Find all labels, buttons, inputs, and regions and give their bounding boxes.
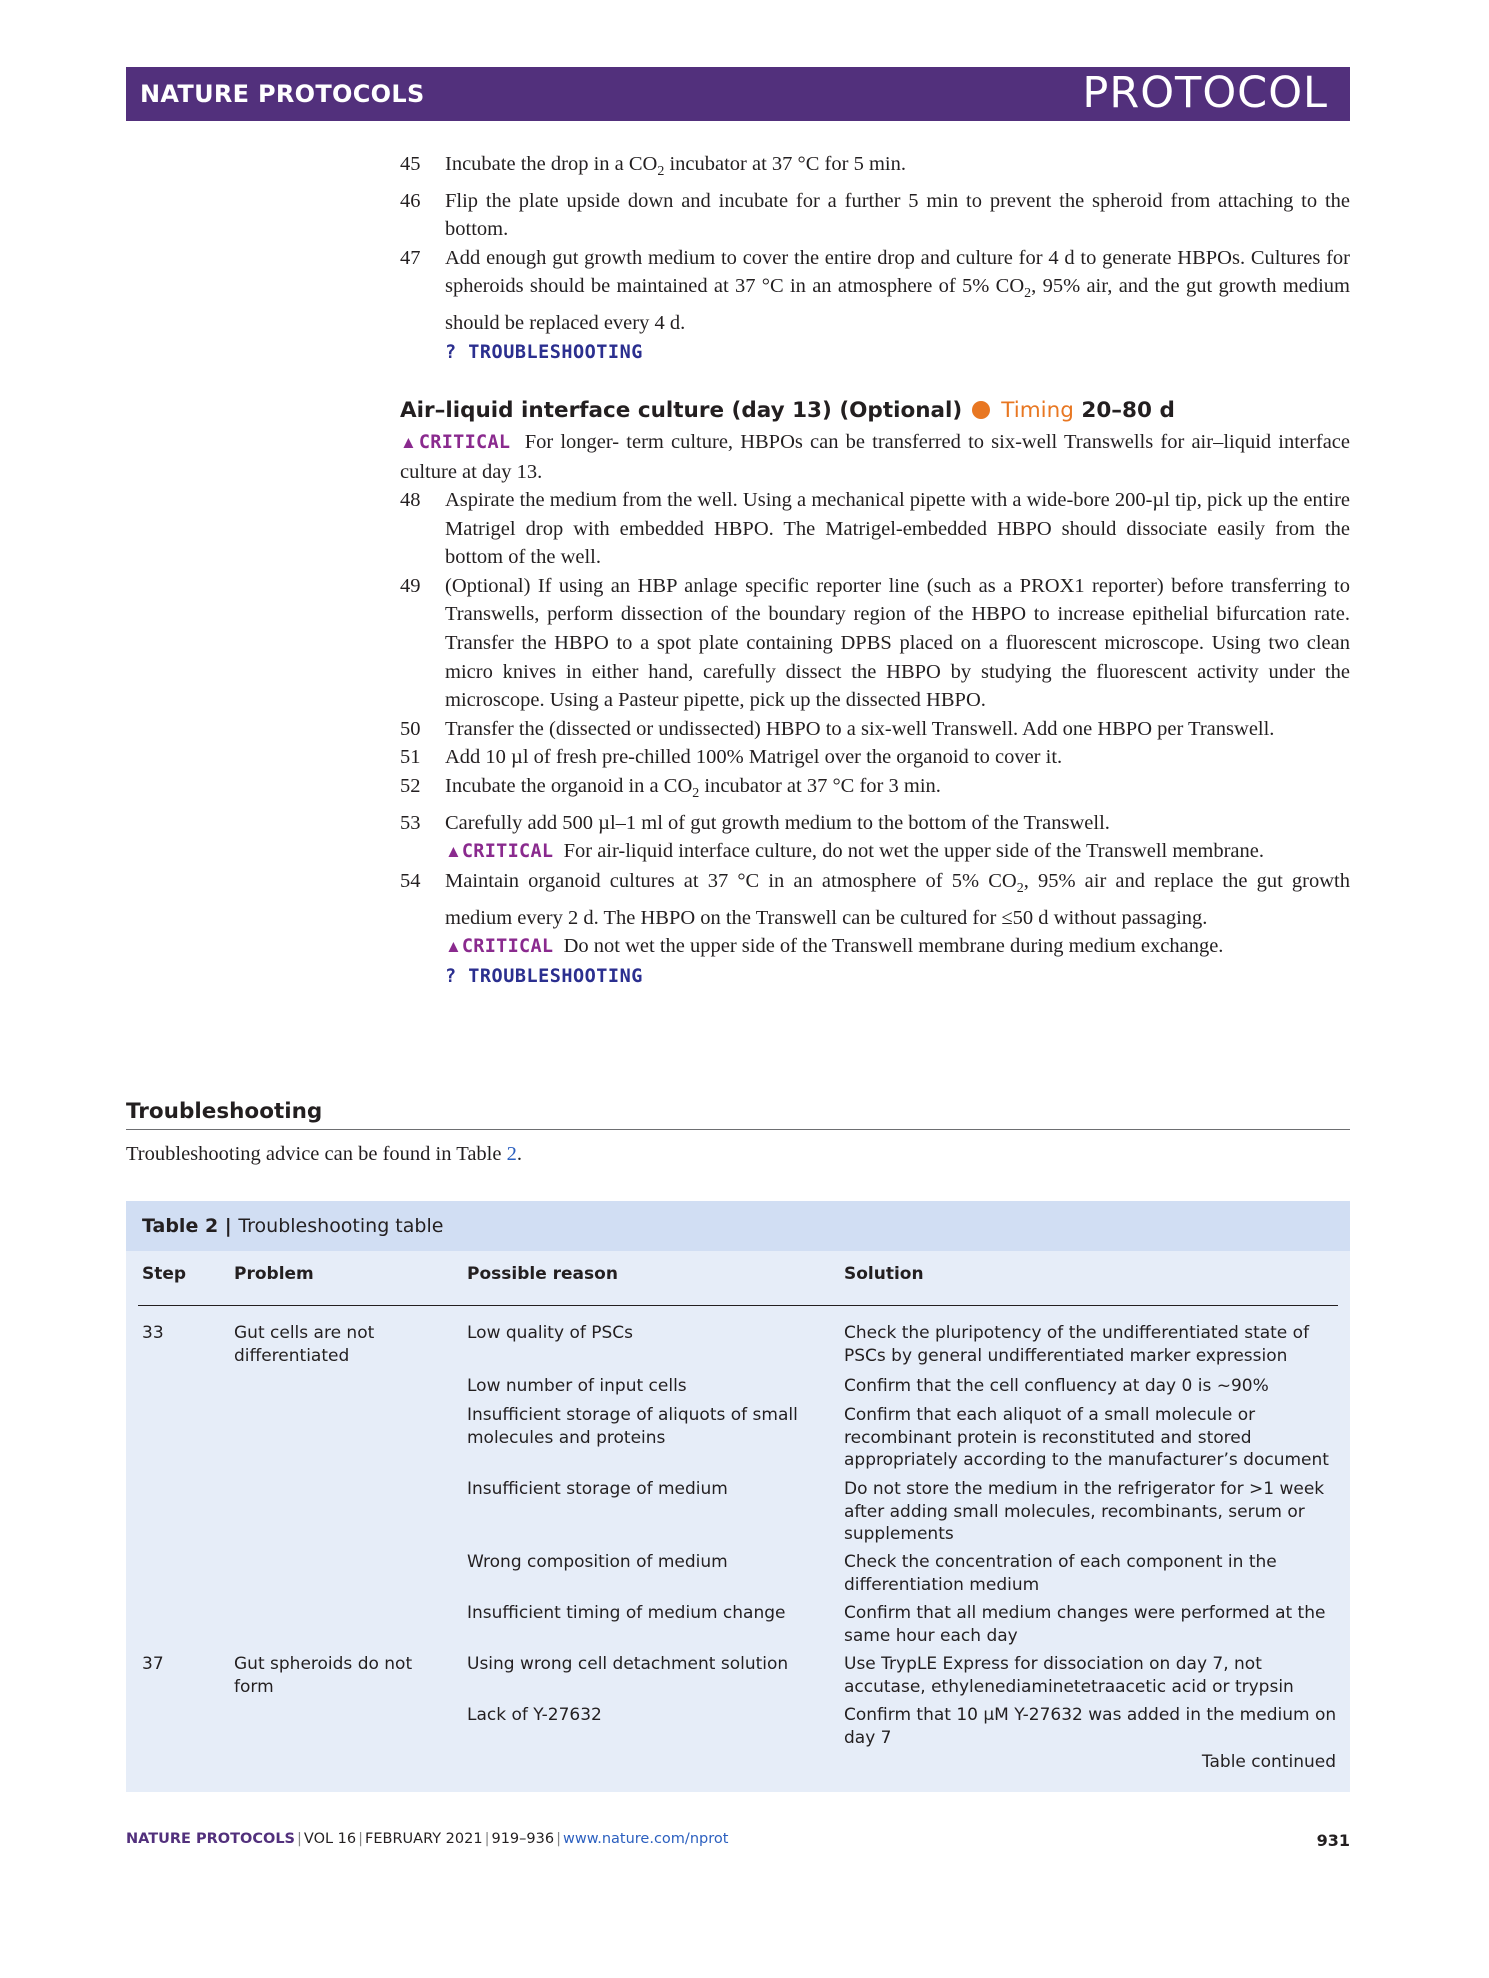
- section-heading: Air–liquid interface culture (day 13) (Optional) Timing 20–80 d: [400, 398, 1175, 423]
- col-header-solution: Solution: [844, 1264, 924, 1284]
- steps-block-2: [400, 486, 1350, 991]
- table-cell-reason: Insufficient timing of medium change: [467, 1603, 786, 1623]
- critical-note-3: ▲CRITICAL Do not wet the upper side of the Transwell membrane during medium exchange.: [445, 935, 1224, 958]
- warning-triangle-icon: ▲: [400, 433, 419, 452]
- table-cell-solution: Use TrypLE Express for dissociation on day 7, not accutase, ethylenediaminetetraacetic acid or trypsin: [844, 1654, 1294, 1697]
- journal-header: [126, 67, 1350, 121]
- table-caption: Table 2 | Troubleshooting table: [126, 1201, 1350, 1251]
- table-cell-solution: Confirm that each aliquot of a small molecule or recombinant protein is reconstituted and stored appropriately according to the manufacturer’s document: [844, 1405, 1329, 1470]
- step-47: 47 Add enough gut growth medium to cover the entire drop and culture for 4 d to generate HBPOs. Cultures for spheroids should be maintained at 37 °C in an atmosphere of 5% $CO_2$, 95% air, and the gut growth medium should be replaced every 4 d.: [400, 246, 1351, 335]
- step-50: 50 Transfer the (dissected or undissected) HBPO to a six-well Transwell. Add one HBPO per Transwell.: [400, 717, 1275, 740]
- table-cell-reason: Wrong composition of medium: [467, 1552, 728, 1572]
- footer-pages: 919–936: [491, 1831, 555, 1847]
- warning-triangle-icon: ▲: [445, 937, 462, 957]
- table-cell-reason: Low number of input cells: [467, 1376, 687, 1396]
- header-rule: [138, 1305, 1338, 1306]
- page-number: 931: [1316, 1831, 1350, 1850]
- table-cell-solution: Confirm that all medium changes were performed at the same hour each day: [844, 1603, 1326, 1646]
- critical-note-2: ▲CRITICAL For air-liquid interface culture, do not wet the upper side of the Transwell membrane.: [445, 840, 1264, 863]
- table-cell-solution: Confirm that 10 µM Y-27632 was added in the medium on day 7: [844, 1705, 1337, 1748]
- troubleshooting-link[interactable]: ? TROUBLESHOOTING: [445, 965, 643, 987]
- timing-dot-icon: [972, 401, 990, 419]
- troubleshooting-link[interactable]: ? TROUBLESHOOTING: [445, 341, 643, 363]
- step-45: 45 Incubate the drop in a $CO_2$ incubator at 37 °C for 5 min.: [400, 153, 906, 180]
- footer-volume: VOL 16: [303, 1831, 357, 1847]
- table-cell-solution: Confirm that the cell confluency at day 0 is ~90%: [844, 1376, 1269, 1396]
- table-cell-reason: Insufficient storage of aliquots of small molecules and proteins: [467, 1405, 798, 1448]
- table-cell-problem: Gut spheroids do not form: [234, 1654, 413, 1697]
- table-cell-solution: Check the concentration of each component in the differentiation medium: [844, 1552, 1277, 1595]
- troubleshooting-heading: Troubleshooting: [126, 1099, 1350, 1130]
- troubleshooting-text: Troubleshooting advice can be found in Table 2.: [126, 1143, 522, 1165]
- footer-date: FEBRUARY 2021: [365, 1831, 483, 1847]
- page-footer: NATURE PROTOCOLS | VOL 16 | FEBRUARY 2021 | 919–936 | www.nature.com/nprot 931: [126, 1831, 1350, 1850]
- step-53: 53 Carefully add 500 µl–1 ml of gut growth medium to the bottom of the Transwell.: [400, 811, 1110, 834]
- col-header-reason: Possible reason: [467, 1264, 618, 1284]
- step-48: 48 Aspirate the medium from the well. Using a mechanical pipette with a wide-bore 200-µl tip, pick up the entire Matrigel drop with embedded HBPO. The Matrigel-embedded HBPO should dissociate easily from the bottom of the well.: [400, 489, 1350, 569]
- table-cell-step: 33: [142, 1323, 164, 1343]
- table-ref-link[interactable]: 2: [506, 1143, 517, 1165]
- table-continued-note: Table continued: [1201, 1752, 1336, 1772]
- col-header-step: Step: [142, 1264, 187, 1284]
- footer-journal: NATURE PROTOCOLS: [126, 1831, 296, 1847]
- table-cell-solution: Check the pluripotency of the undifferentiated state of PSCs by general undifferentiated marker expression: [844, 1323, 1310, 1366]
- table-cell-reason: Lack of Y-27632: [467, 1705, 602, 1725]
- table-cell-reason: Low quality of PSCs: [467, 1323, 633, 1343]
- footer-url-link[interactable]: www.nature.com/nprot: [562, 1831, 729, 1847]
- troubleshooting-table: [126, 1201, 1350, 1792]
- table-cell-problem: Gut cells are not differentiated: [234, 1323, 375, 1366]
- step-52: 52 Incubate the organoid in a $CO_2$ incubator at 37 °C for 3 min.: [400, 774, 941, 802]
- article-type: PROTOCOL: [1082, 68, 1328, 118]
- warning-triangle-icon: ▲: [445, 842, 462, 862]
- table-cell-reason: Insufficient storage of medium: [467, 1479, 728, 1499]
- step-51: 51 Add 10 µl of fresh pre-chilled 100% Matrigel over the organoid to cover it.: [400, 746, 1063, 769]
- journal-name: NATURE PROTOCOLS: [140, 80, 425, 108]
- table-cell-solution: Do not store the medium in the refrigerator for >1 week after adding small molecules, recombinants, serum or supplements: [844, 1479, 1325, 1544]
- critical-note-1: ▲CRITICAL For longer- term culture, HBPOs can be transferred to six-well Transwells for air–liquid interface culture at day 13.: [400, 431, 1351, 483]
- step-46: 46 Flip the plate upside down and incubate for a further 5 min to prevent the spheroid from attaching to the bottom.: [400, 189, 1350, 241]
- table-cell-step: 37: [142, 1654, 164, 1674]
- step-54: 54 Maintain organoid cultures at 37 °C in an atmosphere of 5% $CO_2$, 95% air and replace the gut growth medium every 2 d. The HBPO on the Transwell can be cultured for ≤50 d without passaging.: [400, 869, 1351, 929]
- steps-block-1: [400, 150, 1350, 367]
- col-header-problem: Problem: [234, 1264, 314, 1284]
- step-49: 49 (Optional) If using an HBP anlage specific reporter line (such as a PROX1 reporter) before transferring to Transwells, perform dissection of the boundary region of the HBPO to increase epithelial bifurcation rate. Transfer the HBPO to a spot plate containing DPBS placed on a fluorescent microscope. Using two clean micro knives in either hand, carefully dissect the HBPO by studying the fluorescent activity under the microscope. Using a Pasteur pipette, pick up the dissected HBPO.: [400, 574, 1350, 712]
- table-cell-reason: Using wrong cell detachment solution: [467, 1654, 789, 1674]
